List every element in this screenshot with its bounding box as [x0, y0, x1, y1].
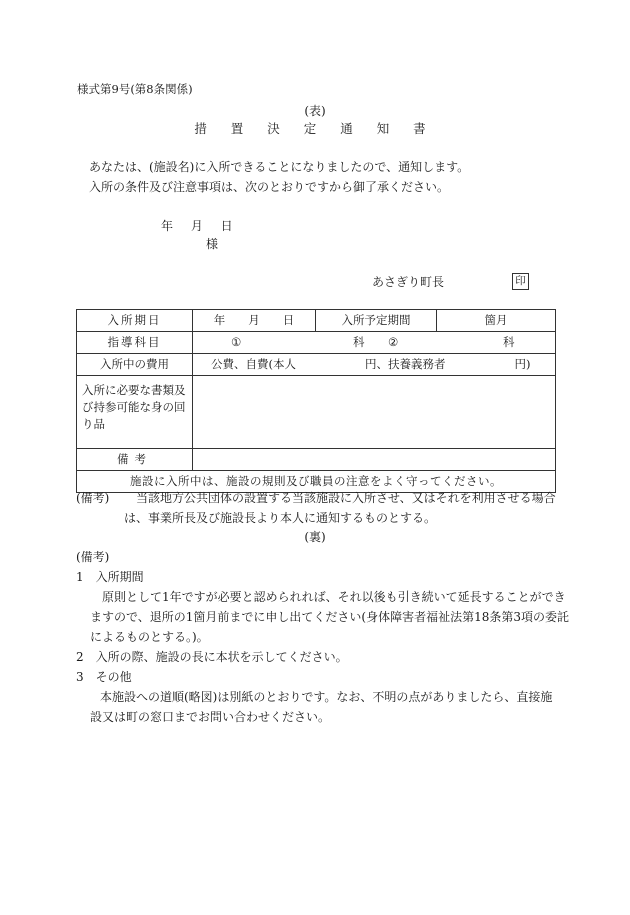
subject-1-suffix: 科: [353, 335, 365, 349]
guidance-subject-value: [193, 332, 556, 354]
item-3-line-1: 本施設への道順(略図)は別紙のとおりです。なお、不明の点がありましたら、直接施: [100, 690, 553, 704]
admission-date-value: 年 月 日: [193, 310, 316, 332]
cost-label: 入所中の費用: [77, 354, 193, 376]
addressee-suffix: 様: [206, 237, 219, 251]
seal-mark: 印: [512, 273, 529, 290]
item-3-title: 3 その他: [76, 670, 132, 684]
intro-line-1: あなたは、(施設名)に入所できることになりましたので、通知します。: [89, 160, 470, 174]
document-title: 措 置 決 定 通 知 書: [194, 121, 436, 136]
front-side-label: (表): [304, 104, 326, 118]
table-row: [77, 376, 556, 449]
table-row: [77, 310, 556, 332]
front-note-heading: (備考): [76, 491, 110, 505]
required-items-label: 入所に必要な書類及び持参可能な身の回り品: [77, 376, 193, 449]
intro-line-2: 入所の条件及び注意事項は、次のとおりですから御了承ください。: [89, 180, 450, 194]
facility-rules-notice: 施設に入所中は、施設の規則及び職員の注意をよく守ってください。: [77, 471, 556, 493]
issue-date-label: 年 月 日: [161, 219, 235, 233]
item-1-line-3: によるものとする。)。: [90, 630, 209, 644]
table-row: [77, 354, 556, 376]
table-row: [77, 471, 556, 493]
admission-period-label: 入所予定期間: [316, 310, 437, 332]
remarks-value: [193, 449, 556, 471]
front-note-line-2: は、事業所長及び施設長より本人に通知するものとする。: [124, 511, 437, 525]
required-items-value: [193, 376, 556, 449]
admission-details-table: [76, 309, 556, 493]
issuer-name: あさぎり町長: [372, 275, 445, 289]
item-1-line-2: ますので、退所の1箇月前までに申し出てください(身体障害者福祉法第18条第3項の委託: [90, 610, 569, 624]
subject-2-marker: ②: [388, 335, 399, 349]
item-1-title: 1 入所期間: [76, 570, 144, 584]
subject-1-marker: ①: [231, 335, 242, 349]
guidance-subject-label: 指導科目: [77, 332, 193, 354]
item-1-line-1: 原則として1年ですが必要と認められれば、それ以後も引き続いて延長することができ: [90, 590, 566, 604]
cost-value: 公費、自費(本人 円、扶養義務者 円): [193, 354, 556, 376]
admission-date-label: 入所期日: [77, 310, 193, 332]
back-side-label: (裏): [304, 530, 326, 544]
form-number: 様式第9号(第8条関係): [77, 82, 193, 96]
back-note-heading: (備考): [76, 550, 110, 564]
remarks-label: 備考: [77, 449, 193, 471]
item-3-line-2: 設又は町の窓口までお問い合わせください。: [90, 710, 331, 724]
subject-2-suffix: 科: [503, 335, 515, 349]
table-row: [77, 449, 556, 471]
admission-period-months: 箇月: [437, 310, 556, 332]
item-2: 2 入所の際、施設の長に本状を示してください。: [76, 650, 348, 664]
front-note-line-1: 当該地方公共団体の設置する当該施設に入所させ、又はそれを利用させる場合: [136, 491, 556, 505]
table-row: [77, 332, 556, 354]
